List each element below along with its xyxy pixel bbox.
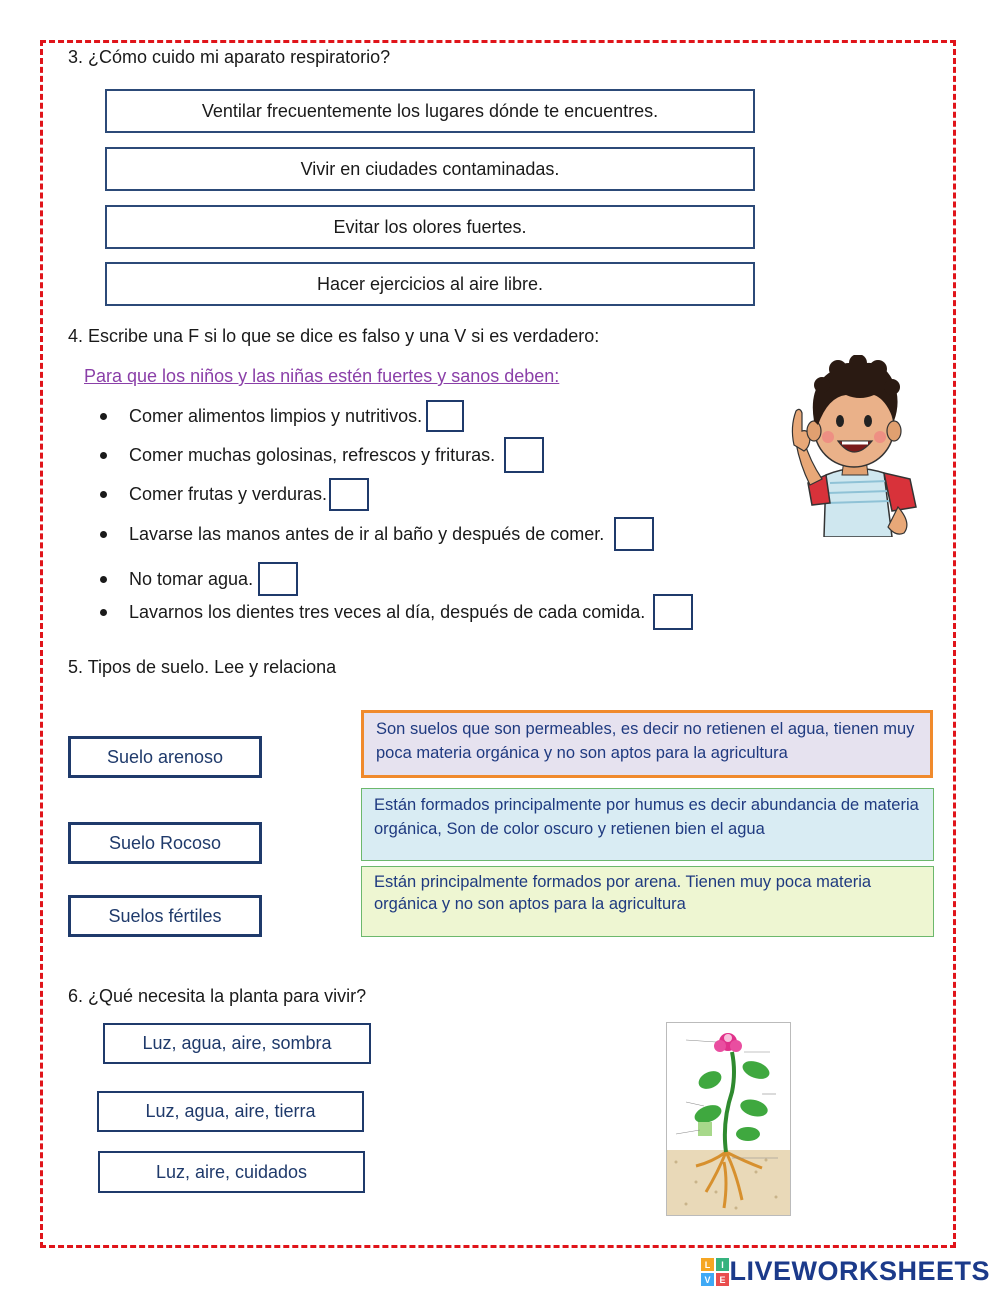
answer-box[interactable] <box>426 400 464 432</box>
svg-text:E: E <box>719 1274 726 1285</box>
description-box[interactable]: Son suelos que son permeables, es decir no retienen el agua, tienen muy poca materia orgánica y no son aptos para la agricultura <box>361 710 933 778</box>
description-box[interactable]: Están principalmente formados por arena. Tienen muy poca materia orgánica y no son aptos para la agricultura <box>361 866 934 937</box>
bullet-icon <box>100 452 107 459</box>
statement-text: Comer muchas golosinas, refrescos y frituras. <box>129 444 496 465</box>
q3-option[interactable]: Vivir en ciudades contaminadas. <box>105 147 755 191</box>
q3-title: 3. ¿Cómo cuido mi aparato respiratorio? <box>68 47 391 67</box>
description-box[interactable]: Están formados principalmente por humus es decir abundancia de materia orgánica, Son de color oscuro y retienen bien el agua <box>361 788 934 861</box>
soil-box[interactable]: Suelos fértiles <box>68 895 262 937</box>
soil-box[interactable]: Suelo Rocoso <box>68 822 262 864</box>
q3-option[interactable]: Hacer ejercicios al aire libre. <box>105 262 755 306</box>
list-item <box>100 562 298 596</box>
brand-name: LIVEWORKSHEETS <box>729 1256 990 1286</box>
answer-box[interactable] <box>653 594 693 630</box>
bullet-icon <box>100 531 107 538</box>
list-item <box>100 478 369 511</box>
plant-illustration <box>666 1022 791 1216</box>
q6-title: 6. ¿Qué necesita la planta para vivir? <box>68 986 367 1006</box>
list-item <box>100 594 693 630</box>
answer-box[interactable] <box>504 437 544 473</box>
svg-text:L: L <box>705 1259 711 1270</box>
answer-box[interactable] <box>329 478 369 511</box>
q3-option[interactable]: Ventilar frecuentemente los lugares dónde te encuentres. <box>105 89 755 133</box>
answer-box[interactable] <box>258 562 298 596</box>
svg-text:I: I <box>721 1259 725 1270</box>
liveworksheets-logo <box>701 1256 990 1287</box>
bullet-icon <box>100 576 107 583</box>
q6-option[interactable]: Luz, agua, aire, sombra <box>103 1023 371 1064</box>
list-item <box>100 517 654 551</box>
answer-box[interactable] <box>614 517 654 551</box>
liveworksheets-logo-icon <box>701 1258 729 1286</box>
statement-text: No tomar agua. <box>129 568 254 589</box>
statement-text: Comer alimentos limpios y nutritivos. <box>129 405 423 426</box>
statement-text: Comer frutas y verduras. <box>129 484 328 504</box>
q6-option[interactable]: Luz, agua, aire, tierra <box>97 1091 364 1132</box>
bullet-icon <box>100 491 107 498</box>
list-item <box>100 437 544 473</box>
boy-illustration <box>788 355 920 537</box>
svg-text:V: V <box>704 1274 711 1285</box>
bullet-icon <box>100 609 107 616</box>
bullet-icon <box>100 413 107 420</box>
statement-text: Lavarse las manos antes de ir al baño y después de comer. <box>129 523 605 544</box>
q5-title: 5. Tipos de suelo. Lee y relaciona <box>68 657 337 677</box>
list-item <box>100 400 464 432</box>
q4-title: 4. Escribe una F si lo que se dice es falso y una V si es verdadero: <box>68 326 600 346</box>
q6-option[interactable]: Luz, aire, cuidados <box>98 1151 365 1193</box>
q3-option[interactable]: Evitar los olores fuertes. <box>105 205 755 249</box>
q4-subtitle: Para que los niños y las niñas estén fuertes y sanos deben: <box>84 366 560 386</box>
statement-text: Lavarnos los dientes tres veces al día, después de cada comida. <box>129 601 646 622</box>
soil-box[interactable]: Suelo arenoso <box>68 736 262 778</box>
